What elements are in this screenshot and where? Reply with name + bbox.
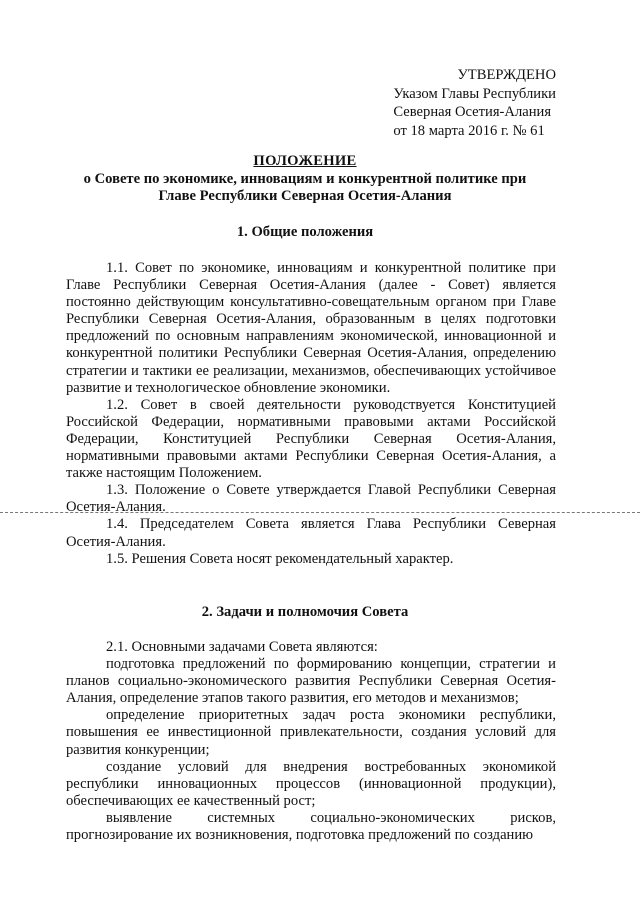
approval-date: от 18 марта 2016 г. № 61 — [393, 122, 545, 139]
title-sub-1: о Совете по экономике, инновациям и конкурентной политике при — [83, 170, 527, 187]
paragraph-2-1: 2.1. Основными задачами Совета являются: — [106, 639, 378, 655]
scan-artifact-line — [0, 512, 640, 513]
section-1-body — [66, 260, 556, 568]
section-2-body — [66, 639, 556, 844]
paragraph-1-5: 1.5. Решения Совета носят рекомендательный характер. — [106, 550, 454, 567]
section-2-heading: 2. Задачи и полномочия Совета — [201, 604, 409, 620]
paragraph-1-4: 1.4. Председателем Совета является Глава Республики Северная Осетия-Алания. — [66, 516, 556, 550]
document-title — [40, 153, 570, 206]
approval-republic: Северная Осетия-Алания — [393, 104, 552, 120]
title-sub-2: Главе Республики Северная Осетия-Алания — [158, 188, 452, 204]
paragraph-2-3: определение приоритетных задач роста экономики республики, повышения ее инвестиционной привлекательности, создания условий для развития конкуренции; — [66, 707, 556, 758]
approval-stamp — [393, 66, 556, 140]
paragraph-2-2: подготовка предложений по формированию концепции, стратегии и планов социально-экономического развития Республики Северная Осетия-Алания, определение этапов такого развития, его методов и механизмов; — [66, 656, 556, 707]
section-1-heading: 1. Общие положения — [236, 224, 374, 240]
approval-decree: Указом Главы Республики — [393, 85, 556, 102]
approval-heading: УТВЕРЖДЕНО — [457, 67, 556, 83]
paragraph-2-5: выявление системных социально-экономических рисков, прогнозирование их возникновения, подготовка предложений по созданию — [66, 809, 556, 844]
title-main: ПОЛОЖЕНИЕ — [253, 153, 357, 169]
paragraph-1-1: 1.1. Совет по экономике, инновациям и конкурентной политике при Главе Республики Северная Осетия-Алания (далее - Совет) является постоянно действующим консультативно-совещательным органом при Главе Республики Северная Осетия-Алания, образованным в целях подготовки предложений по основным направлениям экономической, инновационной и конкурентной политики Республики Северная Осетия-Алания, определению стратегии и тактики ее реализации, механизмов, обеспечивающих устойчивое развитие и технологическое обновление экономики. — [66, 260, 556, 396]
paragraph-1-2: 1.2. Совет в своей деятельности руководствуется Конституцией Российской Федерации, нормативными правовыми актами Российской Федерации, Конституцией Республики Северная Осетия-Алания, нормативными правовыми актами Республики Северная Осетия-Алания, а также настоящим Положением. — [66, 396, 556, 482]
paragraph-2-4: создание условий для внедрения востребованных экономикой республики инновационных процессов (инновационной продукции), обеспечивающих ее качественный рост; — [66, 758, 556, 809]
paragraph-1-3: 1.3. Положение о Совете утверждается Главой Республики Северная Осетия-Алания. — [66, 482, 556, 516]
